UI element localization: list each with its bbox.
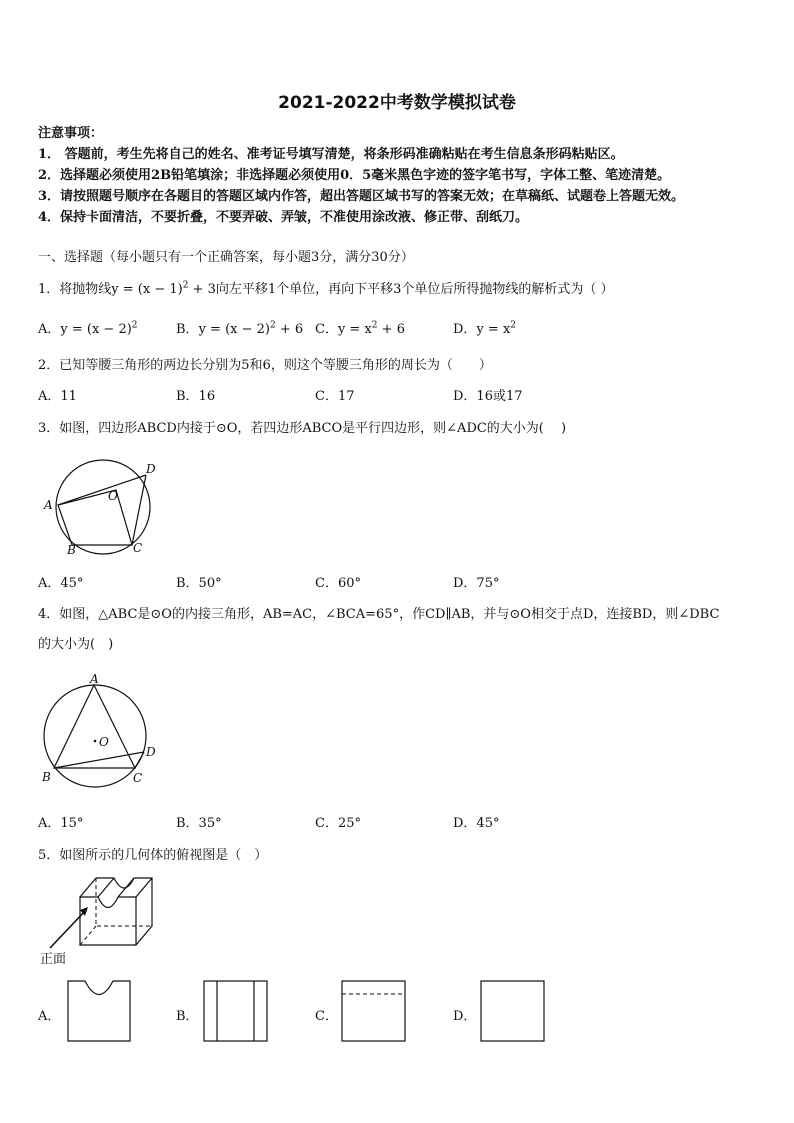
q5-option-d-label: D． <box>453 1009 477 1024</box>
q4-label-d: D <box>146 745 156 759</box>
question-4: 4．如图，△ABC是⊙O的内接三角形，AB=AC，∠BCA=65°，作CD∥AB，并与⊙O相交于点D，连接BD，则∠DBC <box>38 607 720 622</box>
q1-expr: $y = (x - 1)^2 + 3$ <box>111 280 216 297</box>
q5-option-c-figure <box>341 980 407 1044</box>
q5-option-d-figure <box>480 980 546 1044</box>
notice-item-2: 2．选择题必须使用2B铅笔填涂；非选择题必须使用0．5毫米黑色字迹的签字笔书写，字体工整、笔迹清楚。 <box>38 168 671 183</box>
q4-label-a: A <box>90 672 99 686</box>
notice-item-1: 1． 答题前，考生先将自己的姓名、准考证号填写清楚，将条形码准确粘贴在考生信息条形码粘贴区。 <box>38 147 624 162</box>
q5-option-b-figure <box>203 980 269 1044</box>
q2-option-c: C．17 <box>315 389 355 404</box>
q5-option-b-label: B． <box>176 1009 199 1024</box>
q1-suffix: 向左平移1个单位，再向下平移3个单位后所得抛物线的解析式为（ ） <box>215 282 614 297</box>
q4-circle-figure <box>38 670 163 792</box>
q1-option-b: B．$y = (x - 2)^2 + 6$ <box>176 320 304 337</box>
q4-option-a: A．15° <box>38 816 84 831</box>
q4-line-cd <box>135 752 144 768</box>
q5-front-face <box>80 897 136 945</box>
notice-item-3: 3．请按照题号顺序在各题目的答题区域内作答，超出答题区域书写的答案无效；在草稿纸、试题卷上答题无效。 <box>38 189 685 204</box>
page-title: 2021-2022中考数学模拟试卷 <box>278 93 516 113</box>
q3-parallelogram-abco <box>58 490 132 545</box>
q2-option-a: A．11 <box>38 389 77 404</box>
q4-option-d: D．45° <box>453 816 500 831</box>
q3-label-c: C <box>133 541 143 555</box>
q3-circle-figure <box>38 455 168 560</box>
q4-label-b: B <box>42 770 51 784</box>
q1-option-c: C．$y = x^2 + 6$ <box>315 320 405 337</box>
q4-option-b: B．35° <box>176 816 222 831</box>
q3-label-d: D <box>146 462 156 476</box>
question-1 <box>38 278 614 297</box>
q4-center-dot <box>94 740 97 743</box>
q1-option-d: D．$y = x^2$ <box>453 320 517 337</box>
q4-option-c: C．25° <box>315 816 361 831</box>
notice-heading: 注意事项： <box>38 126 104 141</box>
q4-label-o: O <box>99 735 109 749</box>
q3-label-o: O <box>108 489 118 503</box>
q3-option-b: B．50° <box>176 576 222 591</box>
question-2: 2．已知等腰三角形的两边长分别为5和6，则这个等腰三角形的周长为（ ） <box>38 358 492 373</box>
q4-label-c: C <box>133 771 143 785</box>
q5-option-a-label: A． <box>38 1009 61 1024</box>
question-3: 3．如图，四边形ABCD内接于⊙O，若四边形ABCO是平行四边形，则∠ADC的大小为( ) <box>38 421 567 436</box>
q3-label-a: A <box>44 498 53 512</box>
q2-option-d: D．16或17 <box>453 389 523 404</box>
q3-option-c: C．60° <box>315 576 361 591</box>
q5-option-a-figure <box>67 980 133 1044</box>
q5-solid-figure <box>38 870 183 970</box>
q3-line-dc <box>132 475 146 545</box>
q1-option-a: A．$y = (x - 2)^2$ <box>38 320 138 337</box>
q3-option-d: D．75° <box>453 576 500 591</box>
q4-circle <box>44 685 146 787</box>
question-4-continued: 的大小为( ) <box>38 637 114 652</box>
q5-hidden-edges <box>96 878 152 926</box>
q5-front-label: 正面 <box>40 952 67 967</box>
q1-prefix: 1．将抛物线 <box>38 282 112 297</box>
question-5: 5．如图所示的几何体的俯视图是（ ） <box>38 848 268 863</box>
section-heading: 一、选择题（每小题只有一个正确答案，每小题3分，满分30分） <box>38 250 414 265</box>
q3-option-a: A．45° <box>38 576 84 591</box>
q3-label-b: B <box>67 543 76 557</box>
q3-line-ad <box>58 475 146 505</box>
q5-option-c-label: C． <box>315 1009 338 1024</box>
notice-item-4: 4．保持卡面清洁，不要折叠，不要弄破、弄皱，不准使用涂改液、修正带、刮纸刀。 <box>38 210 529 225</box>
q2-option-b: B．16 <box>176 389 216 404</box>
